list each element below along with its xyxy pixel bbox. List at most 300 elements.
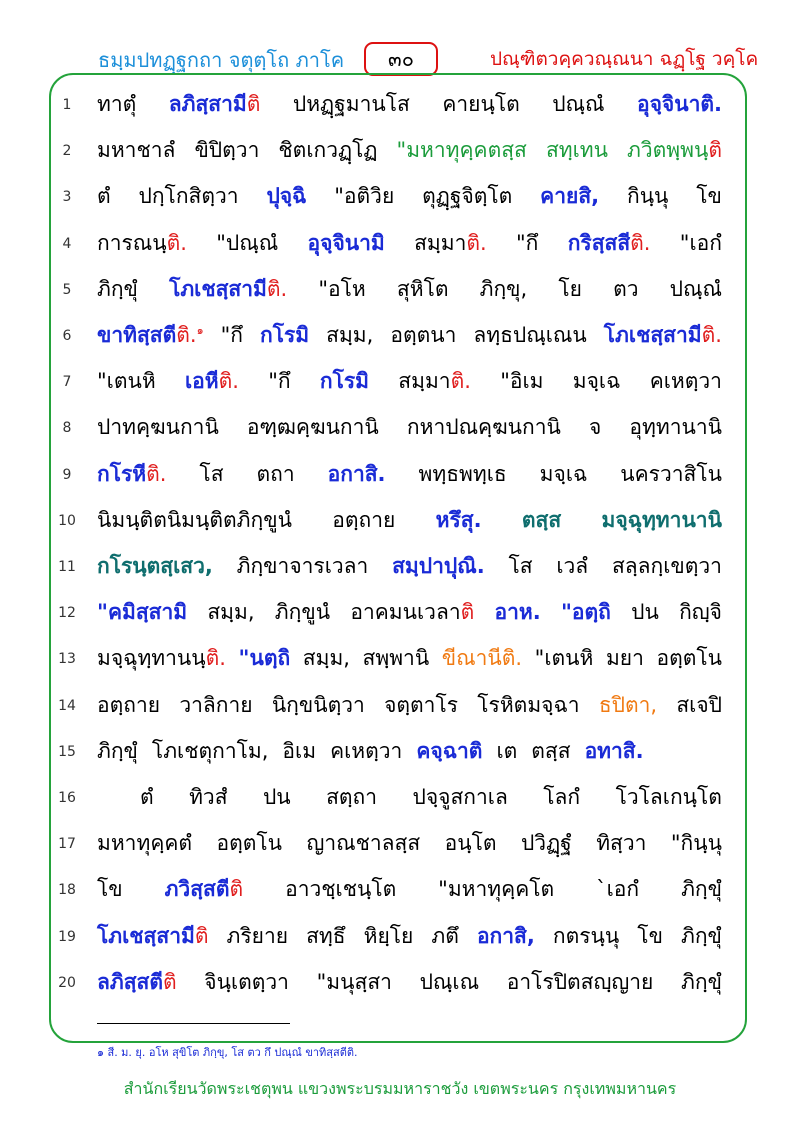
- line-number: 17: [58, 836, 76, 853]
- word-text: อาโรปิตสญฺญาย: [506, 969, 654, 994]
- word: [436, 504, 482, 537]
- word: [573, 365, 621, 398]
- word-text: "เตนหิ: [97, 369, 156, 394]
- word: [627, 180, 668, 213]
- word-text: ญาณชาลสฺส: [306, 831, 421, 856]
- word: [275, 596, 330, 629]
- word: [637, 88, 722, 121]
- word: [531, 735, 570, 768]
- line-number: 8: [62, 420, 72, 437]
- iti-suffix: ติ: [194, 923, 209, 948]
- word: [332, 504, 395, 537]
- highlighted-term: ตสฺส: [521, 507, 562, 532]
- word-text: ปน: [262, 785, 291, 809]
- highlighted-term: โภเชสฺสามี: [603, 323, 702, 347]
- word: [596, 827, 646, 860]
- word: [350, 596, 474, 629]
- word-text: ปหฏฺฐมานโส: [292, 92, 410, 116]
- line-number: 1: [62, 97, 72, 113]
- word: [278, 134, 377, 167]
- highlighted-term: อกาสิ,: [476, 923, 535, 948]
- word-text: ภิกฺขุํ: [680, 923, 722, 948]
- word-text: ภิกฺขูนํ: [274, 600, 331, 625]
- word: [97, 596, 187, 629]
- word-text: ภริยาย: [226, 923, 289, 948]
- word: [681, 966, 722, 999]
- word-text: จินฺเตตฺวา: [204, 969, 289, 994]
- word-text: "มหาทุคฺคโต: [438, 877, 555, 902]
- text-line: [97, 411, 722, 444]
- word-text: มจฺเฉ: [572, 369, 621, 394]
- text-line: [97, 134, 722, 167]
- word: [507, 966, 654, 999]
- iti-suffix: ติ: [708, 138, 722, 163]
- word-text: ทาตุํ: [97, 92, 137, 116]
- word-text: นครวาสิโน: [620, 461, 722, 486]
- word: [431, 920, 458, 953]
- word: [97, 827, 192, 860]
- highlighted-term: ลภิสฺสตี: [97, 969, 163, 994]
- word-text: ปณฺเณ: [419, 969, 480, 994]
- word: [384, 689, 458, 722]
- highlighted-term: กโรนฺตสฺเสว,: [97, 554, 213, 578]
- word-text: ภิกฺขุํ: [97, 276, 138, 301]
- highlighted-term: ธปิตา,: [598, 692, 658, 717]
- word: [199, 458, 223, 491]
- word: [599, 689, 657, 722]
- word-text: โรหิตมจฺฉา: [477, 692, 580, 717]
- word: [540, 180, 599, 213]
- word-text: นิกฺขนิตฺวา: [271, 692, 365, 717]
- word: [407, 411, 561, 444]
- iti-suffix: ติ: [162, 969, 177, 994]
- word: [670, 273, 722, 306]
- word: [97, 642, 226, 675]
- line-number: 19: [58, 928, 76, 945]
- text-line: [97, 319, 722, 352]
- iti-suffix: ติ.: [205, 646, 226, 671]
- word: [97, 411, 219, 444]
- header-left-title: ธมฺมปทฏฺฐกถา จตุตฺโถ ภาโค: [98, 48, 345, 72]
- page-number-badge: ๓๐: [364, 42, 438, 76]
- text-line: [97, 827, 722, 860]
- word: [97, 88, 136, 121]
- word: [330, 735, 402, 768]
- word: [543, 781, 580, 814]
- word: [390, 319, 456, 352]
- highlighted-term: ขีณานีติ.: [441, 646, 523, 671]
- word-text: ภิกฺขุํ: [97, 738, 138, 763]
- text-line: [97, 88, 722, 121]
- word-text: ตํ: [97, 184, 111, 209]
- word: [480, 273, 528, 306]
- word-text: หิยฺโย: [363, 923, 414, 948]
- word-text: คเหตฺวา: [649, 369, 722, 394]
- text-line: [97, 365, 722, 398]
- word-text: `เอกํ: [596, 877, 640, 902]
- word-text: ตว: [613, 276, 639, 301]
- word-text: ทิสฺวา: [596, 831, 647, 856]
- word: [285, 873, 396, 906]
- word-text: การณนฺ: [97, 230, 167, 255]
- word: [496, 735, 517, 768]
- word: [681, 873, 722, 906]
- word: [416, 735, 482, 768]
- word-text: "ปณฺณํ: [216, 230, 279, 255]
- text-line: [97, 504, 722, 537]
- word: [606, 642, 644, 675]
- word: [272, 689, 365, 722]
- iti-suffix: ติ.: [450, 369, 471, 394]
- text-line: [97, 689, 722, 722]
- word-text: โย: [558, 276, 582, 301]
- word: [414, 227, 487, 260]
- word-text: โส: [508, 554, 533, 578]
- iti-suffix: ติ.: [266, 276, 288, 301]
- word: [97, 873, 123, 906]
- highlighted-term: คายสิ,: [540, 184, 600, 209]
- word-text: กตรนฺนุ: [552, 923, 620, 948]
- highlighted-term: "คมิสฺสามิ: [97, 600, 188, 625]
- word-text: ปวิฏฺฐํ: [520, 831, 572, 856]
- word: [552, 88, 604, 121]
- text-line: [97, 735, 722, 768]
- line-number: 20: [58, 974, 76, 991]
- word: [237, 550, 369, 583]
- line-number: 3: [62, 189, 72, 206]
- highlighted-term: สทฺเทน: [545, 138, 608, 163]
- word-text: จ: [589, 415, 602, 440]
- highlighted-term: "นตฺถิ: [238, 646, 291, 671]
- word: [473, 319, 586, 352]
- iti-suffix: ติ.: [146, 461, 167, 486]
- footnote-marker: ๑: [196, 324, 204, 337]
- word: [194, 134, 259, 167]
- iti-suffix: ติ.: [701, 323, 722, 347]
- word: [293, 88, 410, 121]
- word: [650, 365, 722, 398]
- word-text: ปจฺจูสกาเล: [412, 785, 508, 809]
- word-text: สมฺม,: [302, 646, 350, 671]
- word: [680, 227, 722, 260]
- highlighted-term: กโรหี: [97, 461, 147, 486]
- line-number: 4: [62, 235, 72, 252]
- iti-suffix: ติ.: [218, 369, 239, 394]
- word-text: ภตึ: [431, 923, 459, 948]
- word: [97, 920, 208, 953]
- word: [179, 689, 252, 722]
- word: [152, 735, 269, 768]
- word-text: อตฺถาย: [97, 692, 161, 717]
- word-text: "อติวิย: [334, 184, 395, 209]
- word: [97, 966, 177, 999]
- word: [97, 504, 292, 537]
- iti-suffix: ติ.: [176, 323, 197, 347]
- word: [247, 411, 379, 444]
- word: [553, 920, 619, 953]
- word: [169, 88, 261, 121]
- iti-suffix: ติ.: [630, 230, 651, 255]
- word-text: นิมนฺติตนิมนฺติตภิกฺขูนํ: [97, 507, 292, 532]
- header-right-title: ปณฺฑิตวคฺควณฺณนา ฉฏฺโฐ วคฺโค: [490, 48, 759, 70]
- footnote: ๑ สี. ม. ยุ. อโห สุขิโต ภิกฺขุ, โส ตว กึ ปณฺณํ ขาทิสฺสตีติ.: [97, 1046, 358, 1059]
- line-number: 7: [62, 374, 72, 391]
- word: [613, 273, 638, 306]
- word-text: พทฺธพทฺเธ: [418, 461, 507, 486]
- highlighted-term: กโรมิ: [319, 369, 369, 394]
- word: [204, 966, 289, 999]
- word: [508, 550, 532, 583]
- word: [413, 781, 508, 814]
- word: [97, 458, 166, 491]
- word-text: สมฺมา: [398, 369, 451, 394]
- highlighted-term: "มหาทุคฺคตสฺส: [396, 138, 527, 163]
- word-text: สมฺม,: [326, 323, 374, 347]
- word: [185, 365, 239, 398]
- word-text: กหาปณคฺฆนกานิ: [406, 415, 561, 440]
- highlighted-term: โภเชสฺสามี: [169, 276, 267, 301]
- word: [616, 781, 722, 814]
- line-number: 11: [58, 559, 76, 575]
- word: [217, 827, 283, 860]
- word-text: อตฺถาย: [332, 507, 396, 532]
- word: [522, 504, 561, 537]
- word: [303, 642, 350, 675]
- word-text: ขิปิตฺวา: [194, 138, 260, 163]
- word: [422, 180, 512, 213]
- text-line: [140, 781, 722, 814]
- word-text: จตฺตาโร: [384, 692, 459, 717]
- word-text: อนฺโต: [444, 831, 497, 856]
- word-text: อฑฺฒคฺฆนกานิ: [246, 415, 379, 440]
- word: [397, 134, 527, 167]
- word: [442, 88, 519, 121]
- word: [596, 873, 639, 906]
- word-text: สลฺลกฺเขตฺวา: [611, 554, 722, 578]
- highlighted-term: หรึสุ.: [435, 507, 482, 532]
- highlighted-term: "อตฺถิ: [560, 600, 611, 625]
- word-text: มจฺฉุทฺทานนฺ: [97, 646, 206, 671]
- word-text: "มนุสฺสา: [316, 969, 392, 994]
- line-number: 5: [62, 281, 72, 298]
- word: [139, 180, 239, 213]
- word-text: ตถา: [256, 461, 295, 486]
- word: [97, 735, 138, 768]
- highlighted-term: อทาสิ.: [584, 738, 644, 763]
- word-text: ตุฏฺฐจิตฺโต: [422, 184, 513, 209]
- word-text: สเจปิ: [676, 692, 722, 717]
- word: [445, 827, 497, 860]
- word: [620, 458, 722, 491]
- word-text: มหาทุคฺคตํ: [97, 831, 193, 856]
- word: [585, 735, 644, 768]
- word-text: ปณฺณํ: [669, 276, 722, 301]
- word: [558, 273, 582, 306]
- word: [334, 180, 394, 213]
- highlighted-term: มจฺฉุทฺทานานิ: [601, 507, 722, 532]
- word: [257, 458, 295, 491]
- word: [397, 273, 449, 306]
- text-line: [97, 273, 722, 306]
- highlighted-term: อกาสิ.: [327, 461, 386, 486]
- iti-suffix: ติ: [460, 600, 475, 625]
- word-text: โลกํ: [543, 785, 581, 809]
- word-text: ปณฺณํ: [552, 92, 605, 116]
- word: [568, 227, 651, 260]
- word-text: กิญฺจิ: [679, 600, 722, 625]
- word: [140, 781, 154, 814]
- word: [97, 273, 138, 306]
- word-text: โส: [199, 461, 224, 486]
- word: [629, 411, 722, 444]
- text-line: [97, 227, 722, 260]
- word: [97, 689, 160, 722]
- highlighted-term: คจฺฉาติ: [416, 738, 483, 763]
- text-line: [97, 596, 722, 629]
- word: [676, 689, 722, 722]
- highlighted-term: อุจฺจินาติ.: [637, 92, 722, 116]
- word-text: สตฺถา: [326, 785, 378, 809]
- highlighted-term: เอหี: [184, 369, 219, 394]
- word: [189, 781, 227, 814]
- word: [260, 319, 309, 352]
- word-text: สทฺธึ: [306, 923, 346, 948]
- word-text: อิเม: [282, 738, 317, 763]
- word: [326, 781, 377, 814]
- word-text: อุทฺทานานิ: [629, 415, 722, 440]
- word: [263, 781, 291, 814]
- word-text: วาลิกาย: [179, 692, 253, 717]
- word-text: "กินฺนุ: [670, 831, 722, 856]
- text-line: [97, 550, 722, 583]
- word-text: อตฺตนา: [390, 323, 457, 347]
- word-text: มจฺเฉ: [539, 461, 588, 486]
- word-text: อตฺตโน: [656, 646, 722, 671]
- word-text: ตํ: [140, 785, 154, 809]
- word: [308, 227, 385, 260]
- word-text: สุหิโต: [396, 276, 449, 301]
- line-number: 10: [58, 512, 76, 529]
- text-line: [97, 873, 722, 906]
- word: [317, 966, 392, 999]
- highlighted-term: ขาทิสฺสตี: [97, 323, 177, 347]
- word: [392, 550, 485, 583]
- word: [679, 596, 722, 629]
- word: [97, 365, 156, 398]
- word: [169, 273, 287, 306]
- word: [320, 365, 369, 398]
- word: [97, 550, 213, 583]
- text-line: [97, 642, 722, 675]
- iti-suffix: ติ.: [166, 230, 187, 255]
- word: [165, 873, 244, 906]
- word: [589, 411, 601, 444]
- word-text: โข: [696, 184, 722, 209]
- word: [97, 319, 204, 352]
- word-text: สมฺม,: [207, 600, 255, 625]
- highlighted-term: อุจฺจินามิ: [307, 230, 385, 255]
- word-text: มยา: [605, 646, 644, 671]
- word-text: ภิกฺขุํ: [681, 877, 722, 902]
- word: [604, 319, 722, 352]
- iti-suffix: ติ.: [466, 230, 487, 255]
- word-text: "กึ: [268, 369, 291, 394]
- word: [318, 273, 365, 306]
- highlighted-term: กโรมิ: [259, 323, 310, 347]
- iti-suffix: ติ: [229, 877, 244, 902]
- word: [420, 966, 479, 999]
- word: [442, 642, 522, 675]
- word: [696, 180, 722, 213]
- word: [631, 596, 659, 629]
- line-number: 16: [58, 790, 76, 806]
- word: [97, 227, 187, 260]
- word: [561, 596, 611, 629]
- word-text: มหาชาลํ: [97, 138, 176, 163]
- footer-text: สำนักเรียนวัดพระเชตุพน แขวงพระบรมมหาราชวัง เขตพระนคร กรุงเทพมหานคร: [123, 1079, 677, 1098]
- word: [306, 827, 420, 860]
- highlighted-term: โภเชสฺสามี: [97, 923, 195, 948]
- word-text: "กึ: [516, 230, 539, 255]
- word-text: ปกฺโกสิตฺวา: [138, 184, 239, 209]
- word-text: กินฺนุ: [626, 184, 669, 209]
- iti-suffix: ติ: [246, 92, 261, 116]
- word-text: "กึ: [220, 323, 243, 347]
- highlighted-term: กริสฺสสี: [567, 230, 631, 255]
- word-text: เต: [496, 738, 518, 763]
- word-text: โข: [97, 877, 123, 902]
- word: [97, 134, 175, 167]
- word: [398, 365, 471, 398]
- highlighted-term: ปุจฺฉิ: [266, 184, 307, 209]
- word-text: ภิกฺขาจารเวลา: [236, 554, 369, 578]
- word: [535, 642, 594, 675]
- word-text: โวโลเกนฺโต: [615, 785, 722, 809]
- word-text: ปน: [631, 600, 659, 625]
- highlighted-term: อาห.: [494, 600, 541, 625]
- word: [637, 920, 663, 953]
- word: [97, 180, 111, 213]
- word-text: สพฺพานิ: [362, 646, 430, 671]
- word: [540, 458, 588, 491]
- word: [656, 642, 722, 675]
- word: [521, 827, 572, 860]
- word-text: "เอกํ: [679, 230, 722, 255]
- word-text: อาวชฺเชนฺโต: [285, 877, 397, 902]
- word: [681, 920, 722, 953]
- text-line: [97, 966, 722, 999]
- word-text: "อโห: [318, 276, 366, 301]
- line-number: 14: [58, 697, 76, 714]
- word: [306, 920, 345, 953]
- word: [239, 642, 291, 675]
- highlighted-term: สมฺปาปุณิ.: [392, 554, 485, 578]
- text-line: [97, 458, 722, 491]
- word-text: เวลํ: [556, 554, 589, 578]
- word: [227, 920, 289, 953]
- word: [556, 550, 588, 583]
- line-number: 9: [62, 466, 72, 483]
- line-number: 6: [62, 328, 72, 344]
- word: [438, 873, 554, 906]
- word-text: "เตนหิ: [534, 646, 594, 671]
- line-number: 12: [58, 605, 76, 622]
- word: [419, 458, 507, 491]
- word-text: ภิกฺขุ,: [479, 276, 528, 301]
- word-text: อาคมนเวลา: [350, 600, 461, 625]
- word: [477, 920, 535, 953]
- word-text: ลทฺธปณฺเณน: [473, 323, 587, 347]
